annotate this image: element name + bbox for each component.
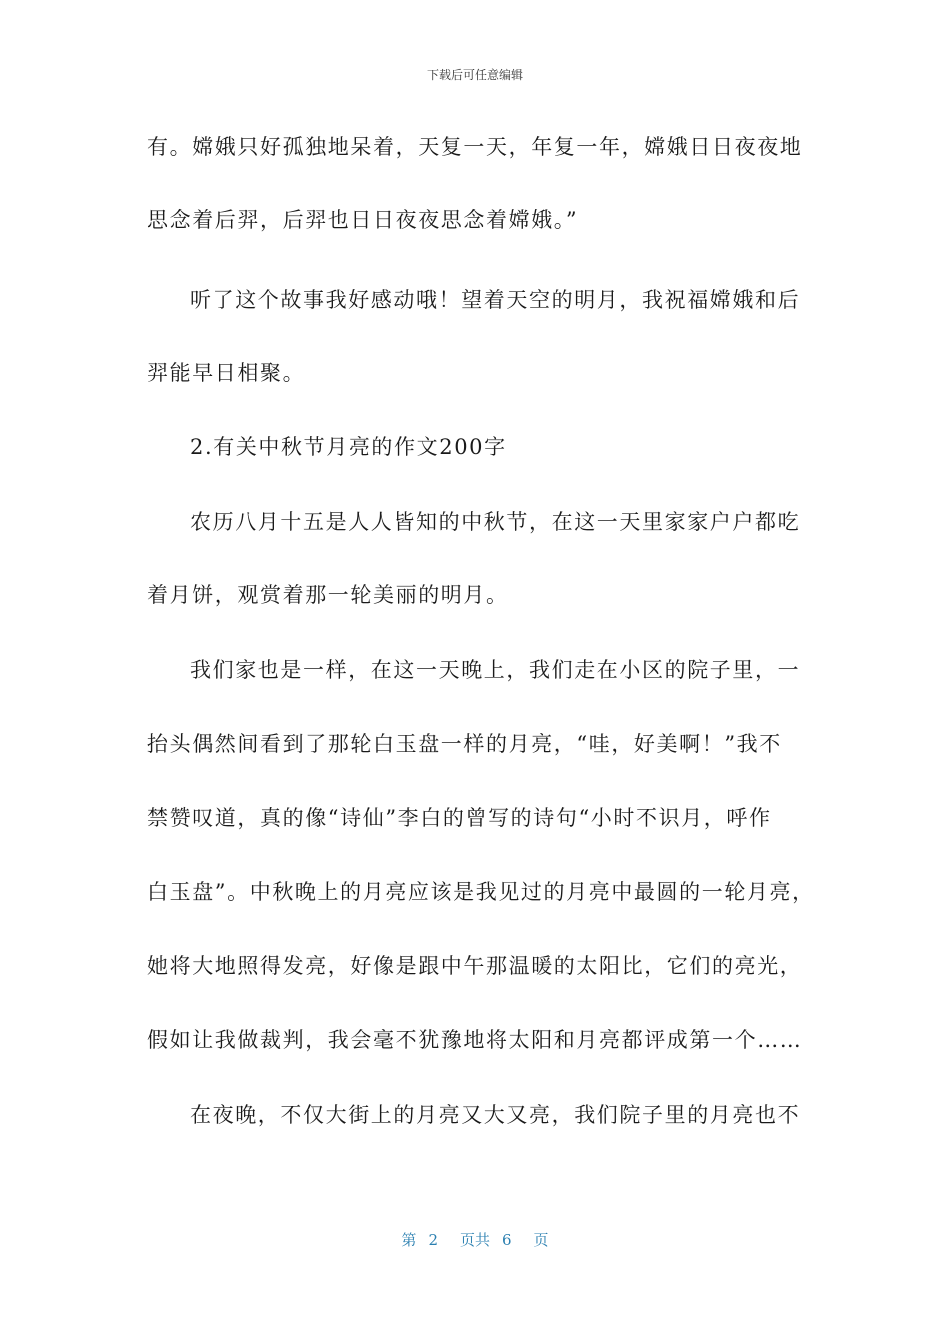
body-line: 思念着后羿，后羿也日日夜夜思念着嫦娥。” [147,208,579,232]
body-line: 她将大地照得发亮，好像是跟中午那温暖的太阳比，它们的亮光， [147,954,803,978]
page-label-suffix: 页 [533,1231,549,1249]
page-label-mid: 页共 [459,1231,490,1249]
body-line: 着月饼，观赏着那一轮美丽的明月。 [147,583,509,607]
paragraph-start-line: 农历八月十五是人人皆知的中秋节，在这一天里家家户户都吃 [190,510,801,534]
paragraph-start-line: 听了这个故事我好感动哦！望着天空的明月，我祝福嫦娥和后 [190,288,801,312]
body-line: 白玉盘”。中秋晚上的月亮应该是我见过的月亮中最圆的一轮月亮， [147,880,815,904]
body-line: 羿能早日相聚。 [147,361,306,385]
paragraph-start-line: 我们家也是一样，在这一天晚上，我们走在小区的院子里，一 [190,658,801,682]
body-line: 有。嫦娥只好孤独地呆着，天复一天，年复一年，嫦娥日日夜夜地 [147,135,803,159]
page-footer [0,1229,950,1250]
paragraph-start-line: 在夜晚，不仅大街上的月亮又大又亮，我们院子里的月亮也不 [190,1103,801,1127]
body-line: 抬头偶然间看到了那轮白玉盘一样的月亮，“哇，好美啊！”我不 [147,732,782,756]
page-header: 下载后可任意编辑 [426,68,523,82]
current-page-number: 2 [428,1231,438,1249]
section-heading: 2.有关中秋节月亮的作文200字 [190,435,507,459]
total-pages-number: 6 [502,1231,512,1249]
body-line: 禁赞叹道，真的像“诗仙”李白的曾写的诗句“小时不识月，呼作 [147,806,772,830]
page-label-prefix: 第 [401,1231,417,1249]
body-line: 假如让我做裁判，我会毫不犹豫地将太阳和月亮都评成第一个…… [147,1028,803,1052]
